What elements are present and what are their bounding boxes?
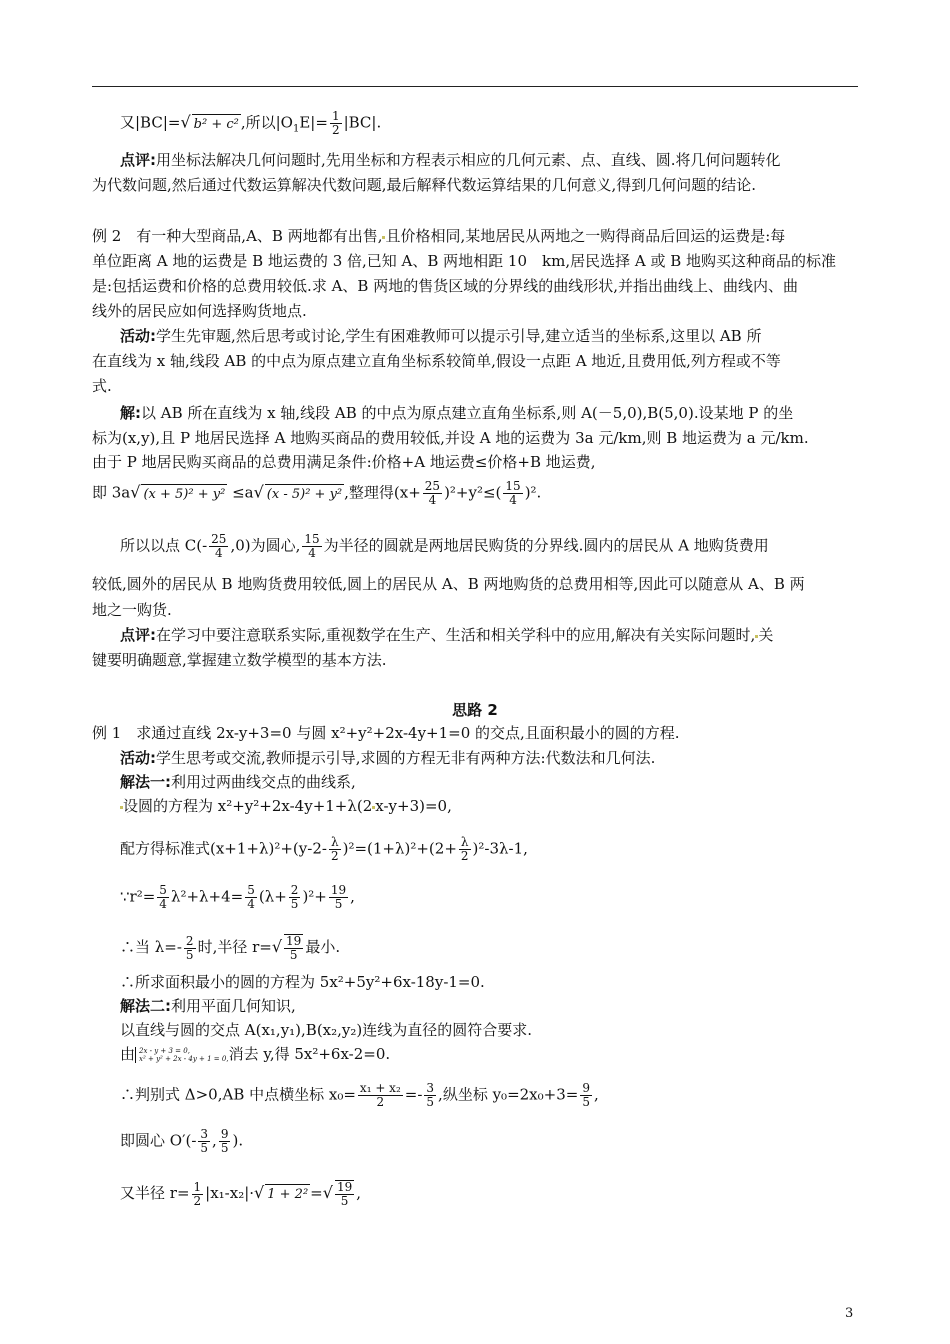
fraction: $\frac{\text{x₁ + x₂}}{2}$ — [359, 1081, 401, 1109]
activity-label: 活动: — [120, 327, 156, 345]
text: ,所以|O — [240, 113, 293, 132]
method-1-line-1 — [120, 796, 452, 816]
circle-line-1 — [120, 533, 769, 560]
text: ≤a — [232, 483, 254, 502]
header-rule — [92, 86, 858, 87]
fraction: $\frac{\lambda}{2}$ — [330, 835, 339, 863]
fraction: $\frac{9}{5}$ — [582, 1081, 590, 1109]
text: ,整理得(x+ — [344, 483, 421, 502]
sqrt-expr: (x - 5)² + y² — [265, 484, 344, 505]
text: ,0)为圆心, — [230, 536, 301, 555]
method-2-line-2 — [120, 1044, 390, 1064]
comment-label: 点评: — [120, 626, 156, 644]
fraction: $\frac{9}{5}$ — [220, 1127, 229, 1155]
method-1-line-2 — [120, 836, 528, 863]
inequality-line: 即 3a√ (x + 5)² + y² ≤a√ (x - 5)² + y² ,整理得(x+ $\frac{25}{4}$ )²+y²≤( $\frac{15}{4}$ )². — [92, 479, 542, 507]
text: , — [350, 887, 355, 906]
sqrt-expr: 1 + 2² — [265, 1184, 310, 1205]
subscript: 1 — [292, 123, 300, 135]
method-1-line-3 — [120, 884, 355, 911]
bc-length-line: 又|BC|=√ b² + c² ,所以$|O_1E|=$ $\frac{1}{2}$ |BC|. — [120, 109, 382, 137]
comment-1-line-2 — [92, 175, 756, 195]
fraction: $\frac{\lambda}{2}$ — [460, 835, 469, 863]
fraction: $\frac{19}{5}$ — [336, 1180, 353, 1208]
text: 为半径的圆就是两地居民购货的分界线.圆内的居民从 A 地购货费用 — [323, 536, 769, 555]
text: ). — [232, 1131, 244, 1150]
text: 以直线与圆的交点 A(x₁,y₁),B(x₂,y₂)连线为直径的圆符合要求. — [120, 1021, 533, 1039]
fraction: $\frac{2}{5}$ — [290, 883, 299, 911]
activity-1-line-2 — [92, 351, 781, 371]
text: 较低,圆外的居民从 B 地购货费用较低,圆上的居民从 A、B 两地购货的总费用相等,因此可以随意从 A、B 两 — [92, 575, 805, 593]
text: ∵r²= — [120, 887, 156, 906]
text: )²=(1+λ)²+(2+ — [342, 839, 457, 858]
text: 是:包括运费和价格的总费用较低.求 A、B 两地的售货区域的分界线的曲线形状,并指出曲线上、曲线内、曲 — [92, 277, 798, 295]
text: ∴判别式 Δ>0,AB 中点横坐标 x₀= — [120, 1085, 356, 1104]
text: E|= — [299, 113, 328, 132]
sqrt-expr: (x + 5)² + y² — [141, 484, 227, 505]
text: , — [593, 1085, 599, 1104]
solution-label: 解: — [120, 404, 141, 422]
text: (λ+ — [258, 887, 287, 906]
method-2-line-3 — [120, 1082, 599, 1109]
example-2-line-3 — [92, 276, 798, 296]
fraction: $\frac{1}{2}$ — [193, 1179, 202, 1208]
fraction: $\frac{25}{4}$ — [211, 532, 227, 560]
fraction: $\frac{5}{4}$ — [247, 883, 255, 911]
text: x-y+3)=0, — [375, 797, 452, 815]
text: , — [212, 1131, 217, 1150]
method-label: 解法一: — [120, 773, 171, 791]
example-2-line-1 — [92, 226, 785, 246]
text: 例 2 有一种大型商品,A、B 两地都有出售, — [92, 227, 383, 245]
method-2-line-4 — [120, 1128, 243, 1155]
example-2-line-2 — [92, 251, 836, 271]
text: 又|BC|= — [120, 113, 181, 132]
comment-2-line-2 — [92, 650, 387, 670]
comment-2-line-1 — [120, 625, 773, 645]
text: 且价格相同,某地居民从两地之一购得商品后回运的运费是:每 — [385, 227, 786, 245]
comment-label: 点评: — [120, 151, 156, 169]
example-2-line-4 — [92, 301, 307, 321]
text: |BC|. — [343, 113, 382, 132]
text: 在学习中要注意联系实际,重视数学在生产、生活和相关学科中的应用,解决有关实际问题时, — [156, 626, 756, 644]
section-heading: 思路 2 — [452, 701, 498, 719]
text: 由于 P 地居民购买商品的总费用满足条件:价格+A 地运费≤价格+B 地运费, — [92, 453, 596, 471]
text: 又半径 r= — [120, 1184, 190, 1202]
text: 即 3a — [92, 483, 131, 502]
text: 即圆心 O′(- — [120, 1131, 197, 1150]
solution-line-3 — [92, 452, 596, 472]
text: 利用平面几何知识, — [171, 997, 296, 1015]
text: )². — [524, 483, 542, 502]
text: ∴当 λ=- — [120, 938, 182, 956]
fraction: $\frac{1}{2}$ — [331, 109, 340, 137]
example-1-line — [92, 723, 680, 743]
text: 由 — [120, 1045, 136, 1063]
text: λ²+λ+4= — [170, 887, 244, 906]
text: = — [310, 1184, 323, 1202]
text: 消去 y,得 5x²+6x-2=0. — [228, 1045, 391, 1063]
activity-2-line — [120, 748, 655, 768]
activity-label: 活动: — [120, 749, 156, 767]
fraction: $\frac{3}{5}$ — [200, 1127, 209, 1155]
text: 式. — [92, 377, 112, 395]
text: 例 1 求通过直线 2x-y+3=0 与圆 x²+y²+2x-4y+1=0 的交点,且面积最小的圆的方程. — [92, 724, 680, 742]
text: 线外的居民应如何选择购货地点. — [92, 302, 307, 320]
activity-1-line-1 — [120, 326, 761, 346]
method-label: 解法二: — [120, 997, 171, 1015]
method-2-line-5: 又半径 r= $\frac{1}{2}$ |x₁-x₂|·√ 1 + 2² =√ $\frac{19}{5}$ , — [120, 1179, 362, 1208]
fraction: $\frac{19}{5}$ — [330, 883, 347, 911]
method-2-heading — [120, 996, 296, 1016]
text: )²+y²≤( — [444, 483, 502, 502]
text: 在直线为 x 轴,线段 AB 的中点为原点建立直角坐标系较简单,假设一点距 A 地近,且费用低,列方程或不等 — [92, 352, 781, 370]
fraction: $\frac{15}{4}$ — [505, 479, 521, 507]
fraction: $\frac{19}{5}$ — [286, 934, 302, 962]
text: 用坐标法解决几何问题时,先用坐标和方程表示相应的几何元素、点、直线、圆.将几何问题转化 — [156, 151, 781, 169]
method-1-line-4: ∴当 λ=- $\frac{2}{5}$ 时,半径 r=√ $\frac{19}{5}$ 最小. — [120, 933, 341, 962]
text: )²+ — [302, 887, 327, 906]
text: 最小. — [305, 938, 341, 956]
text: ∴所求面积最小的圆的方程为 5x²+5y²+6x-18y-1=0. — [120, 973, 485, 991]
text: 时,半径 r= — [197, 938, 272, 956]
text: 设圆的方程为 x²+y²+2x-4y+1+λ(2 — [123, 797, 373, 815]
text: 地之一购货. — [92, 601, 172, 619]
text: 利用过两曲线交点的曲线系, — [171, 773, 356, 791]
text: , — [356, 1184, 362, 1202]
fraction: $\frac{15}{4}$ — [304, 532, 320, 560]
solution-line-1 — [120, 403, 793, 423]
comment-1-line-1 — [120, 150, 781, 170]
equation-system: 2x - y + 3 = 0, x² + y² + 2x - 4y + 1 = 0, — [135, 1047, 229, 1063]
circle-line-3 — [92, 600, 172, 620]
fraction: $\frac{2}{5}$ — [185, 933, 194, 962]
text: =- — [404, 1085, 423, 1104]
solution-line-2 — [92, 428, 809, 448]
fraction: $\frac{3}{5}$ — [426, 1081, 435, 1109]
text: 所以以点 C(- — [120, 536, 208, 555]
method-1-heading — [120, 772, 356, 792]
text: )²-3λ-1, — [472, 839, 528, 858]
circle-line-2 — [92, 574, 805, 594]
text: 单位距离 A 地的运费是 B 地运费的 3 倍,已知 A、B 两地相距 10 km,居民选择 A 或 B 地购买这种商品的标准 — [92, 252, 837, 270]
text: 为代数问题,然后通过代数运算解决代数问题,最后解释代数运算结果的几何意义,得到几何问题的结论. — [92, 176, 757, 194]
activity-1-line-3 — [92, 376, 112, 396]
text: |x₁-x₂|· — [205, 1184, 255, 1202]
text: 学生先审题,然后思考或讨论,学生有困难教师可以提示引导,建立适当的坐标系,这里以 AB 所 — [156, 327, 762, 345]
text: 学生思考或交流,教师提示引导,求圆的方程无非有两种方法:代数法和几何法. — [156, 749, 656, 767]
text: 标为(x,y),且 P 地居民选择 A 地购买商品的费用较低,并设 A 地的运费为 3a 元/km,则 B 地运费为 a 元/km. — [92, 429, 809, 447]
method-1-line-5 — [120, 972, 485, 992]
sqrt-expr: b² + c² — [192, 114, 241, 135]
method-2-line-1 — [120, 1020, 532, 1040]
fraction: $\frac{25}{4}$ — [424, 479, 441, 507]
text: 配方得标准式(x+1+λ)²+(y-2- — [120, 839, 327, 858]
text: ,纵坐标 y₀=2x₀+3= — [438, 1085, 579, 1104]
text: 关 — [758, 626, 774, 644]
page-number: 3 — [845, 1306, 854, 1321]
text: 以 AB 所在直线为 x 轴,线段 AB 的中点为原点建立直角坐标系,则 A(－5,0),B(5,0).设某地 P 的坐 — [141, 404, 794, 422]
text: 键要明确题意,掌握建立数学模型的基本方法. — [92, 651, 387, 669]
fraction: $\frac{5}{4}$ — [159, 883, 167, 911]
